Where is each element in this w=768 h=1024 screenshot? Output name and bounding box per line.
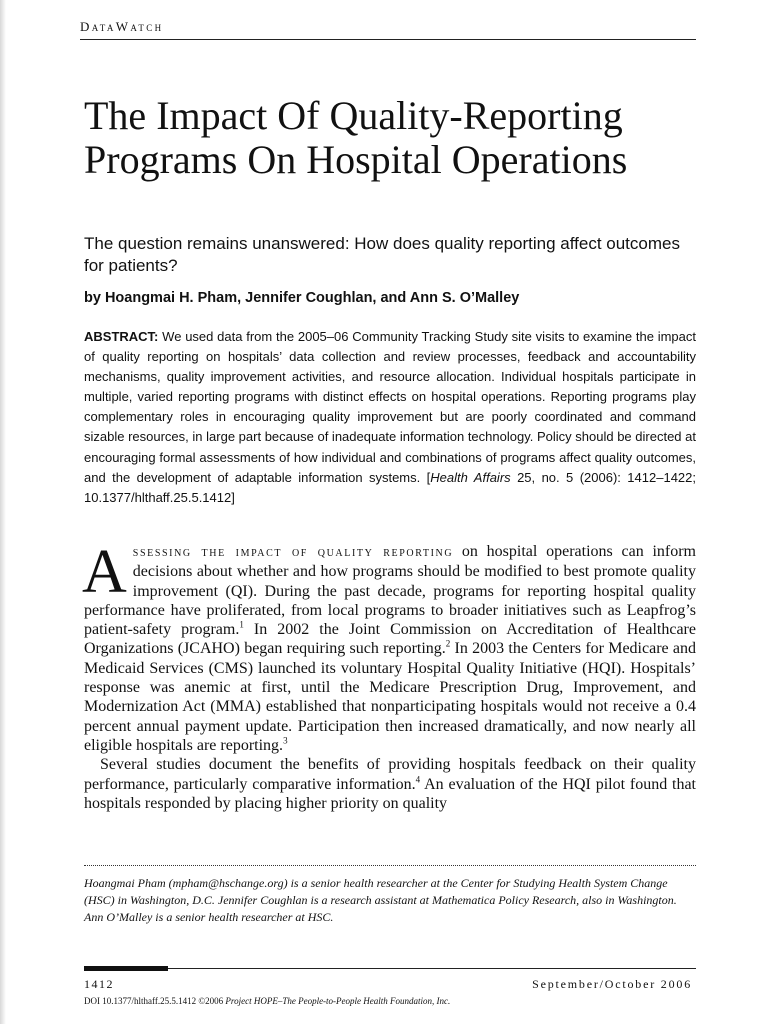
abstract (84, 327, 696, 508)
drop-cap: A (82, 538, 127, 606)
abstract-text: We used data from the 2005–06 Community Tracking Study site visits to examine the impact of quality reporting on hospitals’ data collection and review processes, feedback and accountability mechanisms, quality improvement activities, and resource allocation. Individual hospitals participate in multiple, varied reporting programs with distinct effects on hospital operations. Reporting programs play complementary roles in encouraging quality improvement but are poorly coordinated and command sizable resources, in large part because of inadequate information technology. Policy should be directed at encouraging formal assessments of how individual and combinations of programs affect quality outcomes, and the development of adaptable information systems. [ (84, 329, 696, 485)
header-rule (80, 39, 696, 40)
footnote-divider (84, 865, 696, 866)
article-title: The Impact Of Quality-Reporting Programs On Hospital Operations (84, 93, 628, 182)
body-text-1c: In 2003 the Centers for Medicare and Medicaid Services (CMS) launched its voluntary Hospital Quality Initiative (HQI). Hospitals’ response was anemic at first, until the Medicare Prescription Drug, Improvement, and Modernization Act (MMA) established that nonparticipating hospitals would not receive a 0.4 percent annual payment update. Participation then increased dramatically, and now nearly all eligible hospitals are reporting. (84, 640, 696, 754)
footnote-ref-2[interactable]: 2 (445, 639, 451, 650)
footer-rule (84, 968, 696, 969)
article-byline: by Hoangmai H. Pham, Jennifer Coughlan, and Ann S. O’Malley (84, 290, 520, 306)
body-text-2b: An evaluation of the HQI pilot found that hospitals responded by placing higher priority on quality (84, 775, 697, 812)
publisher-name: Project HOPE–The People-to-People Health Foundation, Inc. (225, 996, 451, 1006)
body-text-2a: Several studies document the benefits of providing hospitals feedback on their quality performance, particularly comparative information. (84, 756, 696, 793)
doi-text: DOI 10.1377/hlthaff.25.5.1412 ©2006 (84, 996, 226, 1006)
abstract-label: ABSTRACT: (84, 329, 159, 344)
lead-in: ssessing the impact of quality reporting (132, 545, 454, 560)
footnote-ref-3[interactable]: 3 (283, 735, 288, 746)
page-edge-shadow (0, 0, 6, 1024)
article-body (82, 538, 697, 813)
article-deck: The question remains unanswered: How does quality reporting affect outcomes for patients? (84, 234, 680, 275)
page-number: 1412 (84, 977, 114, 991)
footer-bar (84, 966, 168, 971)
body-text-1b: In 2002 the Joint Commission on Accreditation of Healthcare Organizations (JCAHO) began requiring such reporting. (84, 621, 696, 658)
footnote-ref-1[interactable]: 1 (239, 619, 244, 630)
citation-details: 25, no. 5 (2006): 1412–1422; 10.1377/hlthaff.25.5.1412] (84, 469, 696, 505)
footnote-ref-4[interactable]: 4 (415, 774, 421, 785)
doi-line (84, 996, 450, 1006)
body-paragraph-2 (84, 755, 696, 813)
section-label: DataWatch (80, 19, 164, 34)
author-note: Hoangmai Pham (mpham@hschange.org) is a senior health researcher at the Center for Studying Health System Change (HSC) in Washington, D.C. Jennifer Coughlan is a research assistant at Mathematica Policy Research, also in Washington. Ann O’Malley is a senior health researcher at HSC. (84, 876, 677, 924)
body-paragraph-1 (82, 538, 696, 755)
body-text-1a: on hospital operations can inform decisions about whether and how programs should be modified to best promote quality improvement (QI). During the past decade, programs for reporting hospital quality performance have proliferated, from local programs to broader initiatives such as Leapfrog’s patient-safety program. (84, 543, 696, 639)
citation-journal: Health Affairs (430, 469, 511, 485)
issue-date: September/October 2006 (532, 977, 692, 991)
